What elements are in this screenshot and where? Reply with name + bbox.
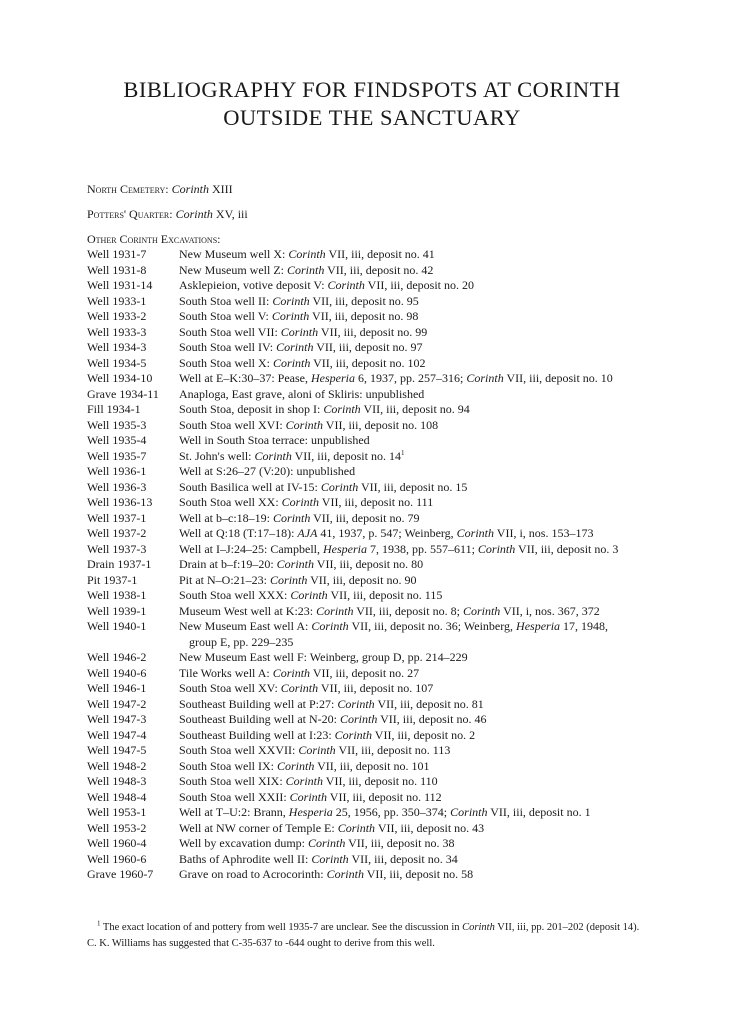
findspot-reference: South Stoa well XXX: Corinth VII, iii, deposit no. 115 <box>179 588 443 602</box>
findspot-reference: Well at NW corner of Temple E: Corinth VII, iii, deposit no. 43 <box>179 820 485 835</box>
list-item <box>87 449 707 465</box>
title-line-1: BIBLIOGRAPHY FOR FINDSPOTS AT CORINTH <box>123 77 621 102</box>
list-item <box>87 309 707 325</box>
title-line-2: OUTSIDE THE SANCTUARY <box>223 105 521 130</box>
findspot-reference: Museum West well at K:23: Corinth VII, iii, deposit no. 8; Corinth VII, i, nos. 367, 372 <box>179 603 600 618</box>
footnote-line-1: $^1$ The exact location of and pottery from well 1935-7 are unclear. See the discussion in Corinth VII, iii, pp. 201–202 (deposit 14). <box>97 919 640 933</box>
findspot-id: Well 1946-1 <box>87 681 147 695</box>
findspot-list <box>87 247 707 883</box>
findspot-id: Well 1936-3 <box>87 479 147 494</box>
list-item <box>87 387 707 403</box>
findspot-reference: South Stoa, deposit in shop I: Corinth VII, iii, deposit no. 94 <box>179 402 470 416</box>
list-item <box>87 402 707 418</box>
findspot-id: Well 1933-1 <box>87 293 147 308</box>
findspot-reference: Well at I–J:24–25: Campbell, Hesperia 7, 1938, pp. 557–611; Corinth VII, iii, deposit no. 3 <box>179 541 619 556</box>
findspot-reference: Anaploga, East grave, aloni of Skliris: unpublished <box>179 386 425 401</box>
findspot-id: Well 1947-3 <box>87 712 147 726</box>
findspot-reference: South Stoa well XX: Corinth VII, iii, deposit no. 111 <box>179 495 434 509</box>
list-item <box>87 480 707 496</box>
findspot-id: Well 1931-8 <box>87 262 147 277</box>
findspot-id: Well 1931-7 <box>87 247 147 261</box>
list-item <box>87 340 707 356</box>
findspot-id: Well 1947-2 <box>87 696 147 711</box>
findspot-id: Well 1936-1 <box>87 464 147 478</box>
findspot-reference: South Stoa well X: Corinth VII, iii, deposit no. 102 <box>179 355 426 370</box>
findspot-reference: Well at S:26–27 (V:20): unpublished <box>179 464 356 478</box>
section-label: Potters' Quarter: <box>87 207 173 221</box>
list-item <box>87 650 707 666</box>
section-label: North Cemetery: <box>87 182 169 196</box>
findspot-reference: Well by excavation dump: Corinth VII, iii, deposit no. 38 <box>179 836 455 850</box>
findspot-reference: St. John's well: Corinth VII, iii, deposit no. $14^1$ <box>179 448 405 463</box>
findspot-reference: South Basilica well at IV-15: Corinth VII, iii, deposit no. 15 <box>179 479 468 494</box>
list-item <box>87 821 707 837</box>
findspot-id: Well 1948-2 <box>87 758 147 773</box>
findspot-id: Drain 1937-1 <box>87 557 152 571</box>
list-item <box>87 495 707 511</box>
section-ref-rest: XV, iii <box>212 207 248 221</box>
section-ref-italic: Corinth <box>171 182 209 196</box>
findspot-id: Grave 1960-7 <box>87 867 154 881</box>
findspot-reference: New Museum well Z: Corinth VII, iii, deposit no. 42 <box>179 262 434 277</box>
findspot-id: Well 1939-1 <box>87 603 147 618</box>
findspot-id: Well 1947-5 <box>87 743 147 757</box>
footnote-line-2: C. K. Williams has suggested that C-35-637 to -644 ought to derive from this well. <box>87 938 435 949</box>
findspot-id: Well 1940-6 <box>87 665 147 680</box>
list-item <box>87 464 707 480</box>
list-item <box>87 325 707 341</box>
list-item <box>87 247 707 263</box>
list-item <box>87 619 707 650</box>
list-item <box>87 743 707 759</box>
findspot-reference: Pit at N–O:21–23: Corinth VII, iii, deposit no. 90 <box>179 572 417 587</box>
findspot-id: Well 1953-1 <box>87 805 147 819</box>
list-item <box>87 278 707 294</box>
list-item <box>87 526 707 542</box>
findspot-reference: South Stoa well XVI: Corinth VII, iii, deposit no. 108 <box>179 417 439 432</box>
section-ref-italic: Corinth <box>175 207 213 221</box>
findspot-id: Grave 1934-11 <box>87 386 159 401</box>
findspot-reference: South Stoa well XV: Corinth VII, iii, deposit no. 107 <box>179 681 434 695</box>
findspot-id: Well 1960-6 <box>87 851 147 866</box>
findspot-id: Well 1953-2 <box>87 820 147 835</box>
findspot-reference: Drain at b–f:19–20: Corinth VII, iii, deposit no. 80 <box>179 557 424 571</box>
findspot-reference: South Stoa well IX: Corinth VII, iii, deposit no. 101 <box>179 758 430 773</box>
findspot-id: Well 1937-1 <box>87 510 147 525</box>
findspot-reference: South Stoa well V: Corinth VII, iii, deposit no. 98 <box>179 309 419 323</box>
findspot-reference: Baths of Aphrodite well II: Corinth VII, iii, deposit no. 34 <box>179 851 458 866</box>
section-label: Other Corinth Excavations: <box>87 232 221 246</box>
findspot-id: Well 1934-3 <box>87 340 147 354</box>
findspot-reference: Well at b–c:18–19: Corinth VII, iii, deposit no. 79 <box>179 510 420 525</box>
findspot-reference: Southeast Building well at I:23: Corinth VII, iii, deposit no. 2 <box>179 727 476 742</box>
findspot-id: Well 1948-4 <box>87 789 147 804</box>
section-other-excavations <box>87 230 221 248</box>
list-item <box>87 573 707 589</box>
page-title <box>0 76 744 132</box>
findspot-id: Well 1940-1 <box>87 619 147 633</box>
list-item <box>87 294 707 310</box>
list-item <box>87 852 707 868</box>
list-item <box>87 588 707 604</box>
findspot-id: Well 1938-1 <box>87 588 147 602</box>
list-item <box>87 666 707 682</box>
list-item <box>87 697 707 713</box>
findspot-id: Well 1934-5 <box>87 355 147 370</box>
findspot-id: Well 1935-3 <box>87 417 147 432</box>
findspot-id: Well 1936-13 <box>87 495 153 509</box>
findspot-id: Well 1937-2 <box>87 526 147 540</box>
list-item <box>87 263 707 279</box>
findspot-id: Fill 1934-1 <box>87 402 141 416</box>
findspot-id: Pit 1937-1 <box>87 572 138 587</box>
findspot-id: Well 1935-7 <box>87 448 147 463</box>
findspot-reference: Tile Works well A: Corinth VII, iii, deposit no. 27 <box>179 665 420 680</box>
findspot-reference: New Museum East well F: Weinberg, group D, pp. 214–229 <box>179 650 468 664</box>
findspot-id: Well 1948-3 <box>87 774 147 788</box>
findspot-reference: Well at E–K:30–37: Pease, Hesperia 6, 1937, pp. 257–316; Corinth VII, iii, deposit no. 10 <box>179 371 613 385</box>
findspot-reference: Well at Q:18 (T:17–18): AJA 41, 1937, p. 547; Weinberg, Corinth VII, i, nos. 153–173 <box>179 526 594 540</box>
findspot-reference: Southeast Building well at N-20: Corinth VII, iii, deposit no. 46 <box>179 712 487 726</box>
list-item <box>87 867 707 883</box>
list-item <box>87 542 707 558</box>
findspot-reference: New Museum well X: Corinth VII, iii, deposit no. 41 <box>179 247 435 261</box>
section-north-cemetery <box>87 180 233 198</box>
findspot-id: Well 1935-4 <box>87 433 147 447</box>
findspot-id: Well 1937-3 <box>87 541 147 556</box>
findspot-reference: South Stoa well XXVII: Corinth VII, iii, deposit no. 113 <box>179 743 451 757</box>
list-item <box>87 604 707 620</box>
findspot-id: Well 1947-4 <box>87 727 147 742</box>
findspot-reference: Well in South Stoa terrace: unpublished <box>179 433 370 447</box>
findspot-id: Well 1934-10 <box>87 371 153 385</box>
findspot-reference: New Museum East well A: Corinth VII, iii, deposit no. 36; Weinberg, Hesperia 17, 1948, group E, pp. 229–235 <box>179 619 707 650</box>
section-potters-quarter <box>87 205 248 223</box>
findspot-id: Well 1931-14 <box>87 278 153 292</box>
list-item <box>87 836 707 852</box>
list-item <box>87 681 707 697</box>
findspot-reference: South Stoa well XIX: Corinth VII, iii, deposit no. 110 <box>179 774 438 788</box>
findspot-reference: Grave on road to Acrocorinth: Corinth VII, iii, deposit no. 58 <box>179 867 474 881</box>
list-item <box>87 712 707 728</box>
list-item <box>87 418 707 434</box>
findspot-reference-continued: group E, pp. 229–235 <box>189 634 294 649</box>
findspot-id: Well 1933-2 <box>87 309 147 323</box>
findspot-reference: South Stoa well II: Corinth VII, iii, deposit no. 95 <box>179 293 419 308</box>
list-item <box>87 356 707 372</box>
findspot-id: Well 1946-2 <box>87 650 147 664</box>
findspot-reference: South Stoa well VII: Corinth VII, iii, deposit no. 99 <box>179 324 428 339</box>
list-item <box>87 728 707 744</box>
list-item <box>87 511 707 527</box>
list-item <box>87 557 707 573</box>
list-item <box>87 433 707 449</box>
findspot-reference: Southeast Building well at P:27: Corinth VII, iii, deposit no. 81 <box>179 696 484 711</box>
list-item <box>87 759 707 775</box>
findspot-id: Well 1960-4 <box>87 836 147 850</box>
findspot-reference: Well at T–U:2: Brann, Hesperia 25, 1956, pp. 350–374; Corinth VII, iii, deposit no. 1 <box>179 805 591 819</box>
findspot-reference: Asklepieion, votive deposit V: Corinth VII, iii, deposit no. 20 <box>179 278 474 292</box>
findspot-reference: South Stoa well IV: Corinth VII, iii, deposit no. 97 <box>179 340 423 354</box>
footnote <box>87 920 707 952</box>
list-item <box>87 371 707 387</box>
section-ref-rest: XIII <box>208 182 233 196</box>
list-item <box>87 790 707 806</box>
list-item <box>87 805 707 821</box>
findspot-reference: South Stoa well XXII: Corinth VII, iii, deposit no. 112 <box>179 789 442 804</box>
findspot-id: Well 1933-3 <box>87 324 147 339</box>
list-item <box>87 774 707 790</box>
